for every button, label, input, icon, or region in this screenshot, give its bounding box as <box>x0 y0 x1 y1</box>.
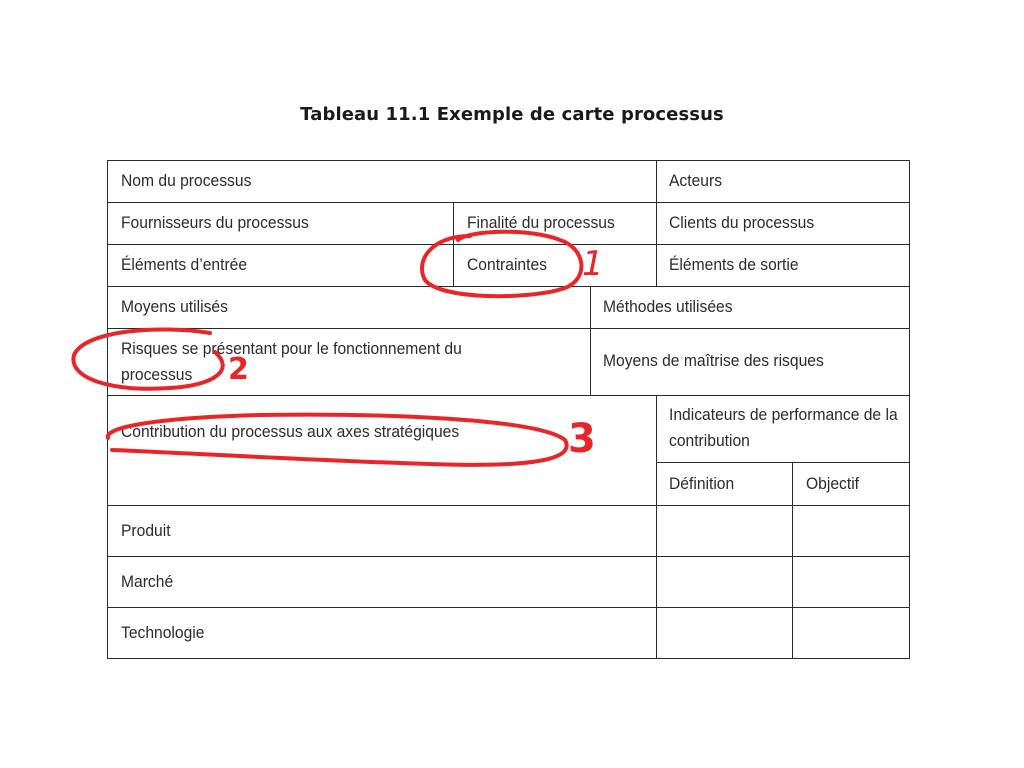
rule <box>107 607 910 608</box>
rule <box>656 160 657 286</box>
cell-moyens-utilises: Moyens utilisés <box>121 297 228 316</box>
row-label-produit: Produit <box>121 521 171 540</box>
row-label-technologie: Technologie <box>121 623 205 642</box>
rule <box>107 160 108 658</box>
cell-contribution: Contribution du processus aux axes stratégiques <box>121 422 460 441</box>
cell-nom-processus: Nom du processus <box>121 171 252 190</box>
cell-contraintes: Contraintes <box>467 255 547 274</box>
rule <box>107 244 910 245</box>
rule <box>107 202 910 203</box>
rule <box>792 462 793 658</box>
cell-moyens-maitrise: Moyens de maîtrise des risques <box>603 351 824 370</box>
cell-definition: Définition <box>669 474 735 493</box>
cell-finalite: Finalité du processus <box>467 213 615 232</box>
table-title: Tableau 11.1 Exemple de carte processus <box>300 104 724 125</box>
rule <box>107 395 910 396</box>
rule <box>107 505 910 506</box>
cell-elements-entree: Éléments d’entrée <box>121 255 248 274</box>
annotation-number-2: 2 <box>228 352 249 387</box>
annotation-number-3: 3 <box>568 416 596 462</box>
cell-indicateurs: Indicateurs de performance de la contribution <box>669 405 898 450</box>
cell-methodes-utilisees: Méthodes utilisées <box>603 297 733 316</box>
cell-objectif: Objectif <box>806 474 860 493</box>
cell-fournisseurs: Fournisseurs du processus <box>121 213 309 232</box>
cell-acteurs: Acteurs <box>669 171 723 190</box>
rule <box>107 556 910 557</box>
rule <box>656 395 657 658</box>
rule <box>107 658 910 659</box>
rule <box>107 328 910 329</box>
rule <box>909 160 910 658</box>
rule <box>107 160 910 161</box>
cell-clients: Clients du processus <box>669 213 815 232</box>
rule <box>656 462 910 463</box>
row-label-marche: Marché <box>121 572 174 591</box>
annotation-number-1: 1 <box>582 244 604 284</box>
rule <box>453 202 454 286</box>
rule <box>590 286 591 395</box>
cell-elements-sortie: Éléments de sortie <box>669 255 799 274</box>
cell-risques: Risques se présentant pour le fonctionnement du processus <box>121 339 462 384</box>
rule <box>107 286 910 287</box>
